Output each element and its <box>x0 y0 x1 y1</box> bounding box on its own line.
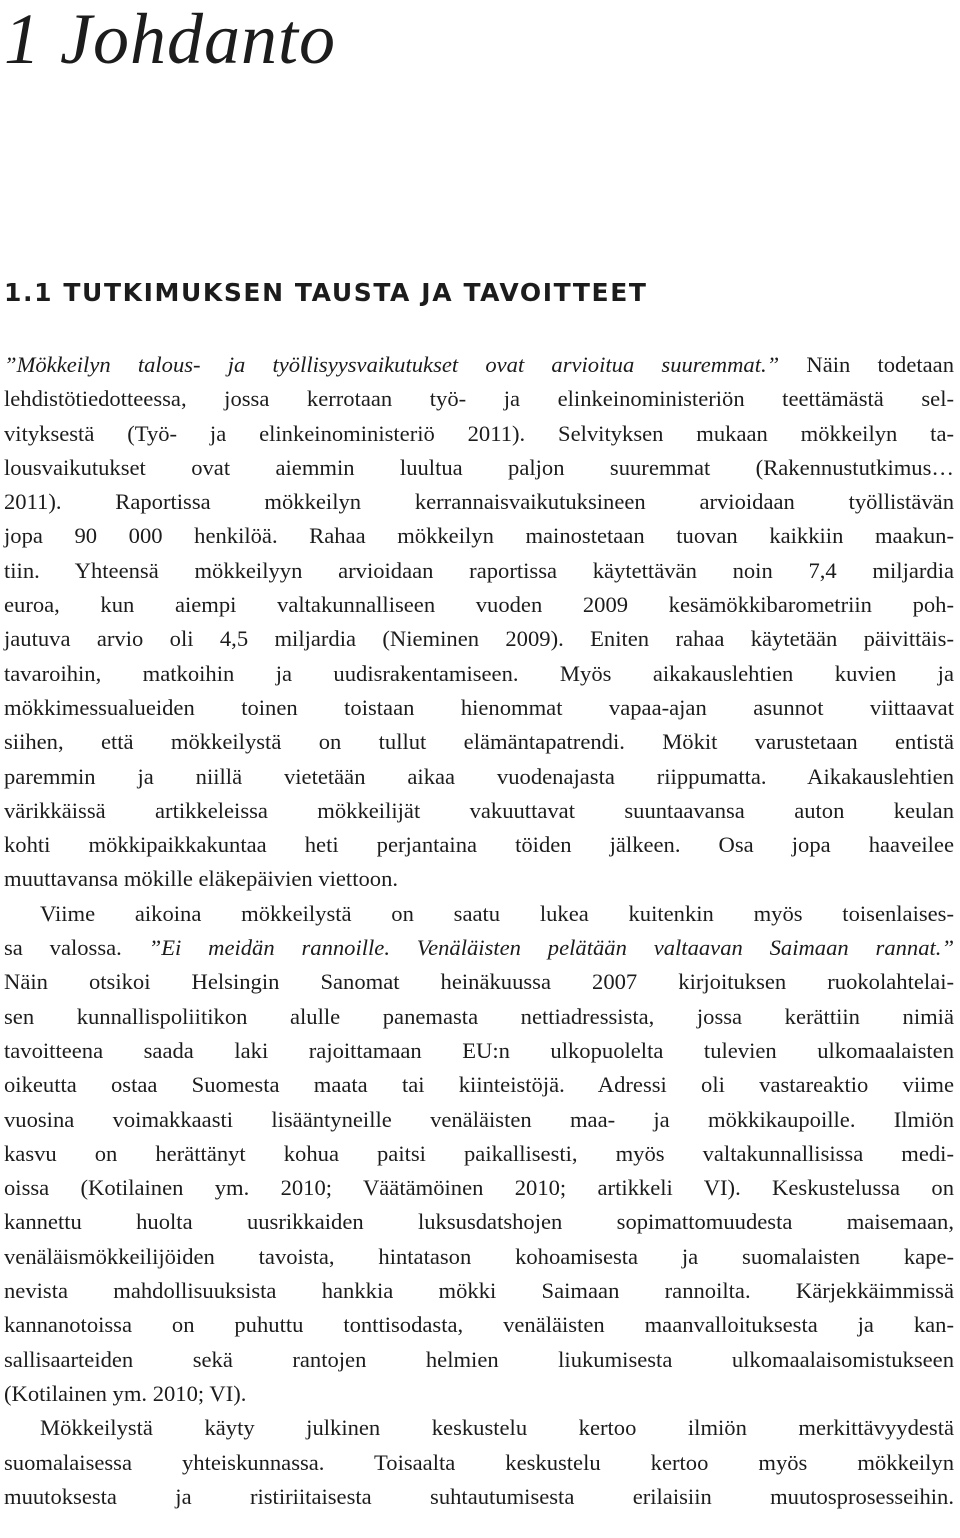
text-line: Mökkeilystä käyty julkinen keskustelu kertoo ilmiön merkittävyydestä <box>40 1415 954 1441</box>
text-line: tiin. Yhteensä mökkeilyyn arvioidaan raportissa käytettävän noin 7,4 miljardia <box>4 557 954 583</box>
text-line: tavoitteena saada laki rajoittamaan EU:n ulkopuolelta tulevien ulkomaalaisten <box>4 1037 954 1063</box>
text-line: kohti mökkipaikkakuntaa heti perjantaina töiden jälkeen. Osa jopa haaveilee <box>4 832 954 858</box>
quoted-headline: ”Mökkeilyn talous- ja työllisyysvaikutukset ovat arvioitua suuremmat.” <box>4 352 780 377</box>
text-line: tavaroihin, matkoihin ja uudisrakentamiseen. Myös aikakauslehtien kuvien ja <box>4 660 954 686</box>
text-line: suomalaisessa yhteiskunnassa. Toisaalta keskustelu kertoo myös mökkeilyn <box>4 1449 954 1475</box>
text-line: Viime aikoina mökkeilystä on saatu lukea kuitenkin myös toisenlaises- <box>40 900 954 926</box>
text-line: lehdistötiedotteessa, jossa kerrotaan työ- ja elinkeinoministeriön teettämästä sel- <box>4 386 954 412</box>
text-line: oissa (Kotilainen ym. 2010; Väätämöinen 2010; artikkeli VI). Keskustelussa on <box>4 1175 954 1201</box>
text-line: kannanotoissa on puhuttu tonttisodasta, venäläisten maanvalloituksesta ja kan- <box>4 1312 954 1338</box>
text-line: jopa 90 000 henkilöä. Rahaa mökkeilyn mainostetaan tuovan kaikkiin maakun- <box>4 523 954 549</box>
text-line: nevista mahdollisuuksista hankkia mökki Saimaan rannoilta. Kärjekkäimmissä <box>4 1278 954 1304</box>
text-line: kannettu huolta uusrikkaiden luksusdatshojen sopimattomuudesta maisemaan, <box>4 1209 954 1235</box>
text-line: sa valossa. ”Ei meidän rannoille. Venäläisten pelätään valtaavan Saimaan rannat.” <box>4 935 955 961</box>
text-line: kasvu on herättänyt kohua paitsi paikallisesti, myös valtakunnallisissa medi- <box>4 1140 954 1166</box>
text-line: Näin otsikoi Helsingin Sanomat heinäkuussa 2007 kirjoituksen ruokolahtelai- <box>4 969 954 995</box>
text-line: siihen, että mökkeilystä on tullut elämäntapatrendi. Mökit varustetaan entistä <box>4 729 954 755</box>
text-line: vuosina voimakkaasti lisääntyneille venäläisten maa- ja mökkikaupoille. Ilmiön <box>4 1106 954 1132</box>
text-line: muuttavansa mökille eläkepäivien viettoon. <box>4 866 399 892</box>
text-line: euroa, kun aiempi valtakunnalliseen vuoden 2009 kesämökkibarometriin poh- <box>4 592 954 618</box>
text-line: ”Mökkeilyn talous- ja työllisyysvaikutukset ovat arvioitua suuremmat.” Näin todetaan <box>4 352 954 377</box>
text-line: 2011). Raportissa mökkeilyn kerrannaisvaikutuksineen arvioidaan työllistävän <box>4 489 954 515</box>
text-line: jautuva arvio oli 4,5 miljardia (Nieminen 2009). Eniten rahaa käytetään päivittäis- <box>4 626 954 652</box>
text-line: paremmin ja niillä vietetään aikaa vuodenajasta riippumatta. Aikakauslehtien <box>4 763 954 789</box>
text-line: vityksestä (Työ- ja elinkeinoministeriö 2011). Selvityksen mukaan mökkeilyn ta- <box>4 420 954 446</box>
chapter-title: 1 Johdanto <box>4 0 336 79</box>
text-line: mökkimessualueiden toinen toistaan hienommat vapaa-ajan asunnot viittaavat <box>4 694 954 720</box>
text-line: sallisaarteiden sekä rantojen helmien liukumisesta ulkomaalaisomistukseen <box>4 1346 954 1372</box>
text-line: värikkäissä artikkeleissa mökkeilijät vakuuttavat suuntaavansa auton keulan <box>4 797 954 823</box>
body-text <box>4 348 954 1514</box>
quoted-headline: ”Ei meidän rannoille. Venäläisten pelätään valtaavan Saimaan rannat.” <box>148 935 955 961</box>
text-line: oikeutta ostaa Suomesta maata tai kiinteistöjä. Adressi oli vastareaktio viime <box>4 1072 954 1098</box>
text-line: (Kotilainen ym. 2010; VI). <box>4 1380 247 1406</box>
text-line: sen kunnallispoliitikon alulle panemasta nettiadressista, jossa kerättiin nimiä <box>4 1003 954 1029</box>
section-heading: 1.1 TUTKIMUKSEN TAUSTA JA TAVOITTEET <box>4 278 648 307</box>
text-line: venäläismökkeilijöiden tavoista, hintatason kohoamisesta ja suomalaisten kape- <box>4 1243 954 1269</box>
text-line: muutoksesta ja ristiriitaisesta suhtautumisesta erilaisiin muutosprosesseihin. <box>4 1483 954 1509</box>
text-line: lousvaikutukset ovat aiemmin luultua paljon suuremmat (Rakennustutkimus… <box>4 454 954 480</box>
